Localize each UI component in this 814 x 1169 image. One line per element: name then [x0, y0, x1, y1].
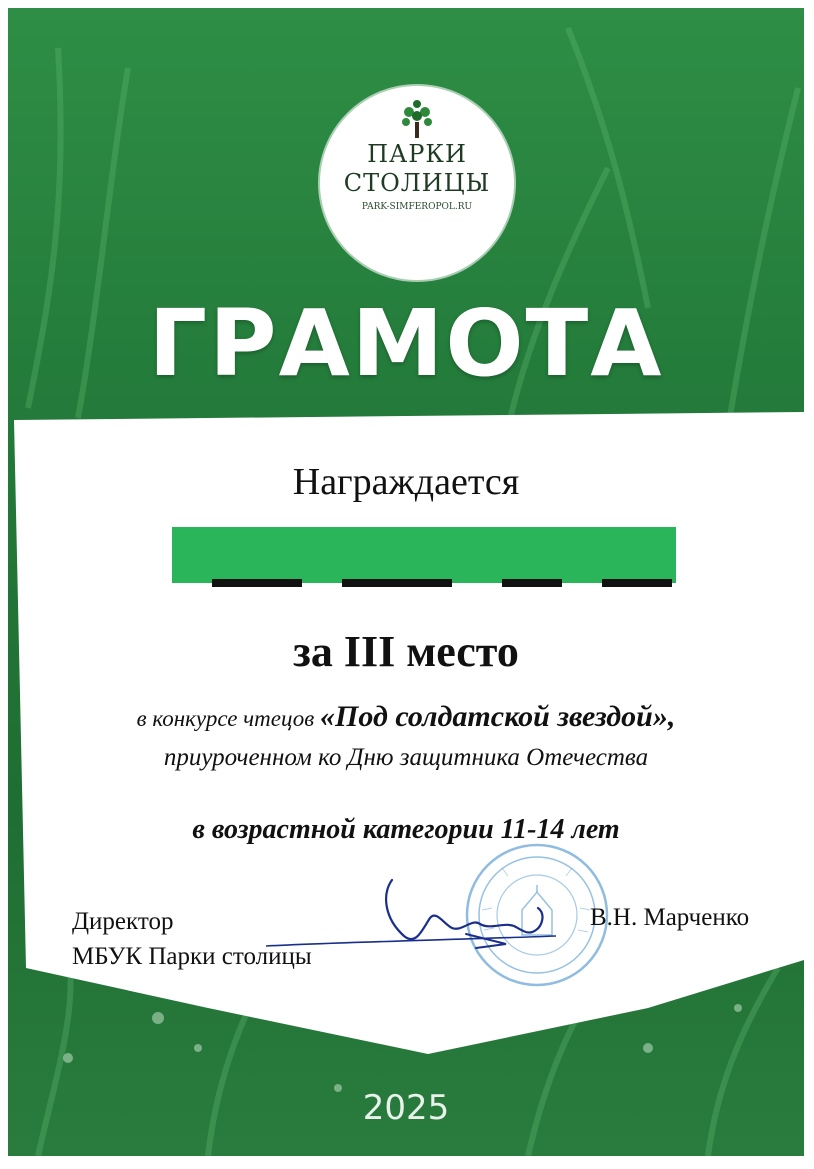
director-title-line1: Директор — [72, 908, 174, 935]
awarded-label: Награждается — [292, 461, 520, 503]
director-title-line2: МБУК Парки столицы — [72, 943, 312, 970]
logo-line2: СТОЛИЦЫ — [343, 169, 491, 197]
contest-line — [8, 700, 804, 734]
redacted-name — [172, 527, 676, 583]
logo-line1: ПАРКИ — [367, 140, 467, 168]
redacted-name-edge — [172, 579, 676, 593]
place-text: за III место — [293, 627, 519, 676]
signer-name: В.Н. Марченко — [590, 904, 750, 931]
age-category: в возрастной категории 11-14 лет — [192, 814, 620, 845]
dedication-text: приуроченном ко Дню защитника Отечества — [163, 744, 649, 771]
certificate-title: ГРАМОТА — [148, 290, 664, 397]
contest-prefix: в конкурсе чтецов — [136, 706, 320, 731]
year-label: 2025 — [362, 1088, 450, 1128]
logo-url: PARK-SIMFEROPOL.RU — [361, 202, 473, 212]
certificate-sheet — [8, 8, 804, 1156]
contest-name: «Под солдатской звездой», — [320, 700, 676, 733]
